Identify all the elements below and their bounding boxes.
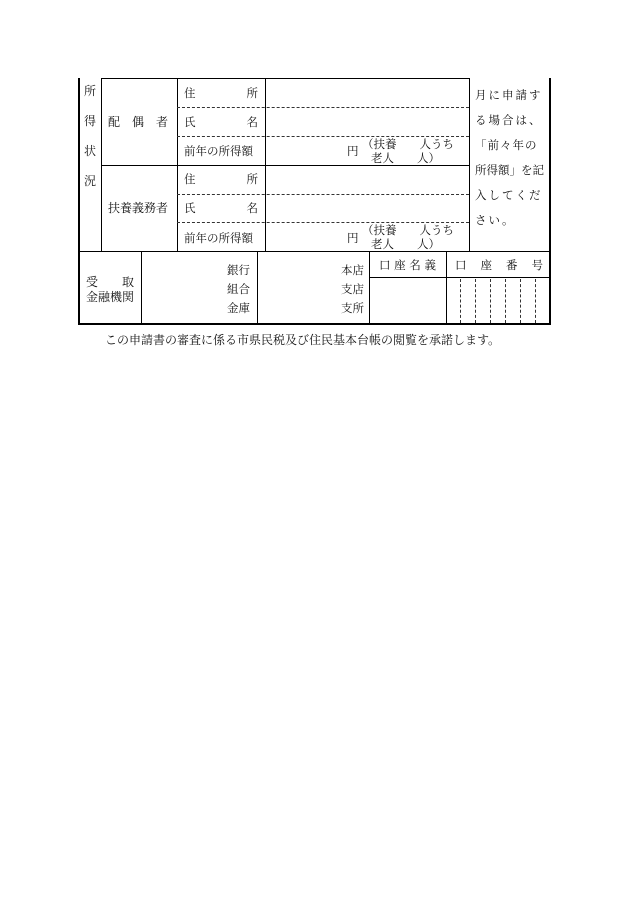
spouse-dependents-line1: （扶養 人うち [362,137,454,151]
supporter-yen-unit: 円 [347,231,359,245]
bank-account-divider [369,251,370,324]
income-status-char: 況 [83,174,96,188]
branch-name-field[interactable] [260,255,335,319]
spouse-supporter-divider [101,165,470,166]
spouse-address-field[interactable] [267,80,467,106]
frame-left-border [78,78,80,325]
supporter-income-label: 前年の所得額 [184,231,253,245]
bank-receiver-label: 受 取 [86,275,134,289]
bank-name-field[interactable] [144,255,224,319]
frame-right-border [549,78,551,325]
side-note-line: 「前々年の [475,138,538,152]
bank-label-divider [141,251,142,324]
side-note-line: 所得額」を記 [475,163,544,177]
bank-header-underline [369,277,550,278]
income-status-label [83,84,97,204]
consent-statement: この申請書の審査に係る市県民税及び住民基本台帳の閲覧を承諾します。 [105,333,501,347]
supporter-label: 扶養義務者 [108,201,169,215]
branch-type-office: 支所 [341,301,364,315]
bank-number-divider [446,251,447,324]
spouse-income-field[interactable] [267,138,347,164]
supporter-row-divider-1 [177,194,469,195]
frame-bottom-border [78,323,551,325]
supporter-name-label: 氏 名 [184,201,258,215]
spouse-name-field[interactable] [267,109,467,135]
account-number-field[interactable] [448,280,548,322]
spouse-address-label: 住 所 [184,86,258,100]
supporter-name-field[interactable] [267,196,467,221]
income-status-char: 得 [83,114,96,128]
spouse-label: 配 偶 者 [108,115,169,129]
supporter-dependents-line2: 老人 人） [371,237,440,251]
supporter-income-field[interactable] [267,224,347,250]
income-bottom-line [78,251,551,252]
side-note [475,88,547,227]
side-note-line: 入してくだ [475,188,543,202]
income-status-char: 所 [83,84,96,98]
side-note-line: さい。 [475,213,516,227]
spouse-row-divider-1 [177,107,469,108]
income-status-char: 状 [83,144,96,158]
branch-type-head: 本店 [341,263,364,277]
spouse-income-label: 前年の所得額 [184,144,253,158]
supporter-address-label: 住 所 [184,172,258,186]
bank-institution-label: 金融機関 [86,290,135,304]
account-number-header: 口 座 番 号 [455,258,543,272]
spouse-name-label: 氏 名 [184,115,258,129]
spouse-yen-unit: 円 [347,144,359,158]
bank-type-bank: 銀行 [227,263,250,277]
spouse-top-line [101,78,470,79]
bank-type-union: 組合 [227,282,250,296]
bank-type-shinkin: 金庫 [227,301,250,315]
side-note-line: る場合は、 [475,113,543,127]
bank-branch-divider [257,251,258,324]
account-name-header: 口 座 名 義 [379,258,436,272]
spouse-dependents-line2: 老人 人） [371,151,440,165]
supporter-dependents-line1: （扶養 人うち [362,223,454,237]
branch-type-branch: 支店 [341,282,364,296]
supporter-address-field[interactable] [267,167,467,193]
account-name-field[interactable] [371,280,445,322]
side-note-line: 月に申請す [475,88,543,102]
